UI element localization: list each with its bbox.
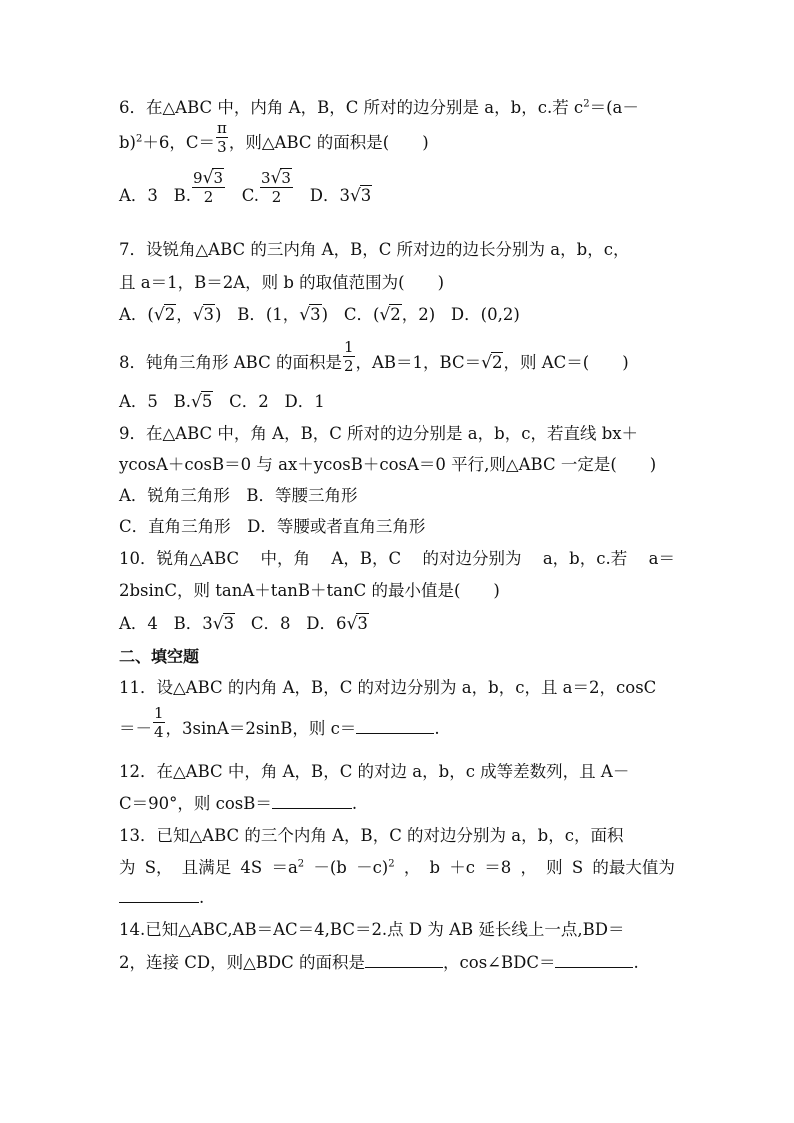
q6-exp: 2 [583,98,590,110]
q12-answer-blank[interactable] [272,794,352,809]
q7-line2: 且 a＝1，B＝2A，则 b 的取值范围为( ) [119,273,445,292]
q7-line1: 7．设锐角△ABC 的三内角 A，B，C 所对边的边长分别为 a，b，c， [119,240,630,259]
section-title: 二、填空题 [119,647,200,666]
q11-line2: ＝－ $\frac{1}{4}$ ，3sinA＝2sinB，则 c＝ . [119,704,440,741]
q13-line1: 13．已知△ABC 的三个内角 A，B，C 的对边分别为 a，b，c，面积 [119,826,624,845]
q10-option-c: C．8 [250,614,291,633]
q6-text: 6．在△ABC 中，内角 A，B，C 所对的边分别是 a，b，c.若 c [119,98,584,117]
q11-fraction: $\frac{1}{4}$ [154,704,164,741]
q10-option-a: A．4 [119,614,158,633]
q9-line1: 9．在△ABC 中，角 A，B，C 所对的边分别是 a，b，c，若直线 bx＋ [119,424,639,443]
q6-line1 [119,98,675,118]
q6-text2: b) [119,133,136,152]
q10-line2: 2bsinC，则 tanA＋tanB＋tanC 的最小值是( ) [119,581,500,600]
q6-frac-num: π [217,119,227,137]
q13-line2: 为 S， 且满足 4S $=a^2$ －(b －c)$^2$ ， b ＋c ＝8 ， 则 S 的最大值为 [119,858,675,877]
q14-area-blank[interactable] [365,953,443,968]
q6-option-a: A．3 [119,186,158,205]
q10-options [119,614,369,634]
q11-line1: 11．设△ABC 的内角 A，B，C 的对边分别为 a，b，c，且 a＝2，cosC [119,678,657,697]
q6-option-d: D．3√3 [309,186,372,206]
q7-option-b: B．(1，√3) [237,305,329,325]
q13-line3: . [119,888,204,908]
q6-option-c: C. $\frac{3√3}{2}$ [241,168,291,206]
q7-option-c: C．(√2，2) [343,305,436,325]
q7-options [119,305,520,325]
q12-line1: 12．在△ABC 中，角 A，B，C 的对边 a，b，c 成等差数列，且 A－ [119,762,630,781]
q6-options [119,168,372,206]
q12-line2: C＝90°，则 cosB＝ . [119,794,358,813]
q10-option-d: D．6√3 [306,614,368,634]
q6-frac-den: 3 [217,138,227,156]
q6-exp2: 2 [136,133,143,145]
q8-option-a: A．5 [119,392,158,411]
q13-answer-blank[interactable] [119,888,199,903]
q14-line2: 2，连接 CD，则△BDC 的面积是 ，cos∠BDC＝ . [119,953,639,972]
q6-text4: ，则△ABC 的面积是( ) [228,133,429,152]
q6-text3: ＋6，C＝ [142,133,215,152]
q6-option-b: B. $\frac{9√3}{2}$ [173,168,223,206]
q9-options-2: C．直角三角形 D．等腰或者直角三角形 [119,517,426,536]
q8-fraction: $\frac{1}{2}$ [343,338,354,375]
q8-option-d: D．1 [284,392,325,411]
q6-text-end: ＝(a－ [589,98,639,117]
q11-answer-blank[interactable] [356,719,434,734]
q8-option-c: C．2 [229,392,269,411]
q6-line2 [119,119,429,156]
q9-line2: ycosA＋cosB＝0 与 ax＋ycosB＋cosA＝0 平行,则△ABC 一定是( ) [119,455,657,474]
q9-options-1: A．锐角三角形 B．等腰三角形 [119,486,358,505]
q7-option-d: D．(0,2) [450,305,520,324]
q8-option-b: B.√5 [173,392,213,412]
q14-line1: 14.已知△ABC,AB＝AC＝4,BC＝2.点 D 为 AB 延长线上一点,BD＝ [119,920,625,939]
q8-stem: 8．钝角三角形 ABC 的面积是 $\frac{1}{2}$ ，AB＝1，BC＝√2，则 AC＝( ) [119,338,629,375]
q10-line1: 10．锐角△ABC 中，角 A，B，C 的对边分别为 a，b，c.若 a＝ [119,549,675,568]
q7-option-a: A．(√2，√3) [119,305,222,325]
q8-options [119,392,325,412]
q6-fraction-pi-3 [216,119,228,156]
q14-cos-blank[interactable] [555,953,633,968]
q10-option-b: B．3√3 [173,614,235,634]
